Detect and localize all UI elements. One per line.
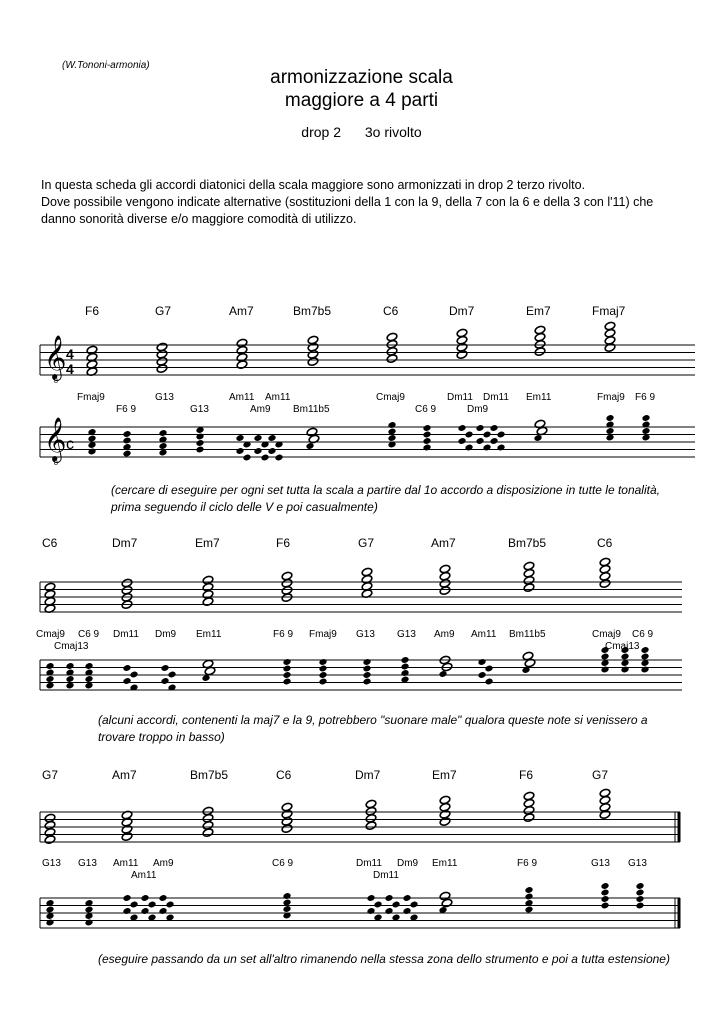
- chord-note: [362, 678, 371, 686]
- chord-note: [318, 678, 327, 686]
- alt-chord-label: Cmaj9: [376, 392, 405, 403]
- chord-note: [65, 675, 74, 683]
- chord-note: [122, 677, 131, 685]
- author-credit: (W.Tononi-armonia): [62, 60, 150, 71]
- chord-note: [422, 437, 431, 445]
- main-chord-label: Em7: [526, 304, 551, 318]
- chord-note: [235, 434, 244, 442]
- chord-note: [484, 678, 493, 686]
- alt-chord-label: Bm11b5: [293, 404, 330, 415]
- alt-chord-label: F6 9: [116, 404, 137, 415]
- chord-note: [158, 442, 167, 450]
- chord-note: [122, 907, 131, 915]
- main-chord-label: Em7: [195, 536, 220, 550]
- alt-chord-label: Dm11: [483, 392, 509, 403]
- chord-note: [366, 894, 375, 902]
- alt-chord-label: G13: [42, 858, 61, 869]
- chord-note: [84, 662, 93, 670]
- chord-note: [318, 671, 327, 679]
- alt-chord-label: Em11: [526, 392, 552, 403]
- main-chord-label: Dm7: [355, 768, 381, 782]
- chord-note: [635, 889, 644, 897]
- chord-note: [600, 882, 609, 890]
- chord-note: [600, 889, 609, 897]
- alt-chord-label: Dm11: [113, 629, 139, 640]
- chord-note: [281, 593, 293, 603]
- chord-note: [599, 810, 611, 820]
- treble-clef-icon: 𝄞: [44, 417, 67, 461]
- chord-note: [600, 895, 609, 903]
- intro-paragraph-2: Dove possibile vengono indicate alternative (sostituzioni della 1 con la 9, della 7 con la 6 e della 3 con l'11) che danno sonorità diverse e/o maggiore comodità di utilizzo.: [41, 195, 654, 226]
- alt-chord-label: Dm11: [356, 858, 382, 869]
- chord-note: [147, 901, 156, 909]
- chord-note: [524, 886, 533, 894]
- alt-chord-label: C6 9: [632, 629, 654, 640]
- alt-chord-label: G13: [78, 858, 97, 869]
- chord-note: [121, 832, 133, 842]
- chord-note: [84, 906, 93, 914]
- alt-chord-label: Dm11: [373, 870, 399, 881]
- chord-note: [484, 665, 493, 673]
- chord-note: [366, 907, 375, 915]
- main-chord-label: C6: [276, 768, 292, 782]
- chord-note: [640, 666, 649, 674]
- chord-note: [195, 439, 204, 447]
- chord-note: [387, 421, 396, 429]
- alt-chord-label: Fmaj9: [597, 392, 625, 403]
- chord-note: [635, 882, 644, 890]
- chord-note: [260, 454, 269, 462]
- chord-note: [373, 901, 382, 909]
- main-chord-label: Am7: [431, 536, 456, 550]
- chord-note: [489, 424, 498, 432]
- chord-note: [605, 427, 614, 435]
- chord-note: [282, 905, 291, 913]
- alt-chord-label: Cmaj9: [36, 629, 65, 640]
- chord-note: [384, 894, 393, 902]
- performance-note-3: (eseguire passando da un set all'altro rimanendo nella stessa zona dello strumento e poi a tutta estensione): [98, 952, 670, 966]
- treble-clef-icon: 𝄞: [44, 335, 67, 379]
- alt-chord-label: Am11: [229, 392, 255, 403]
- alt-chord-label: Am11: [471, 629, 497, 640]
- chord-note: [318, 658, 327, 666]
- chord-note: [253, 434, 262, 442]
- chord-note: [464, 431, 473, 439]
- chord-note: [496, 444, 505, 452]
- alt-chord-label: Cmaj9: [592, 629, 621, 640]
- octave-mark: 8: [54, 460, 58, 467]
- main-chord-label: F6: [276, 536, 291, 550]
- chord-note: [362, 658, 371, 666]
- chord-note: [641, 427, 650, 435]
- chord-note: [409, 901, 418, 909]
- chord-note: [635, 902, 644, 910]
- alt-chord-label: Am9: [250, 404, 271, 415]
- chord-note: [534, 347, 546, 357]
- chord-note: [267, 447, 276, 455]
- main-chord-label: F6: [519, 768, 534, 782]
- chord-note: [482, 431, 491, 439]
- alt-chord-label: G13: [190, 404, 209, 415]
- chord-note: [84, 675, 93, 683]
- chord-note: [523, 813, 535, 823]
- main-staff-3: [40, 812, 680, 842]
- main-chord-label: Dm7: [112, 536, 138, 550]
- alt-chord-label: G13: [397, 629, 416, 640]
- chord-note: [87, 448, 96, 456]
- chord-note: [158, 907, 167, 915]
- chord-note: [282, 665, 291, 673]
- main-chord-label: G7: [592, 768, 609, 782]
- chord-note: [87, 435, 96, 443]
- chord-note: [195, 446, 204, 454]
- alt-chord-label: G13: [356, 629, 375, 640]
- alt-chord-label: G13: [155, 392, 174, 403]
- main-chord-label: Am7: [112, 768, 137, 782]
- alt-chord-label: Fmaj9: [77, 392, 105, 403]
- main-chord-label: Am7: [229, 304, 254, 318]
- chord-note: [44, 835, 56, 845]
- main-staff-2: [40, 582, 682, 612]
- main-chord-label: Bm7b5: [293, 304, 332, 318]
- alt-chord-label: Dm9: [397, 858, 419, 869]
- chord-note: [600, 902, 609, 910]
- time-sig-denominator: 4: [66, 361, 74, 377]
- chord-note: [640, 653, 649, 661]
- chord-note: [122, 664, 131, 672]
- alt-chord-label: Am11: [113, 858, 139, 869]
- chord-note: [641, 414, 650, 422]
- chord-note: [457, 424, 466, 432]
- main-chord-label: C6: [597, 536, 613, 550]
- chord-note: [620, 653, 629, 661]
- chord-note: [167, 671, 176, 679]
- page-title-line1: armonizzazione scala: [270, 67, 453, 88]
- chord-note: [605, 414, 614, 422]
- chord-note: [600, 666, 609, 674]
- chord-note: [165, 901, 174, 909]
- chord-note: [422, 424, 431, 432]
- chord-note: [122, 430, 131, 438]
- alt-chord-label: Am9: [434, 629, 455, 640]
- chord-note: [422, 431, 431, 439]
- chord-note: [253, 447, 262, 455]
- chord-note: [600, 653, 609, 661]
- main-chord-label: Bm7b5: [508, 536, 547, 550]
- chord-note: [523, 583, 535, 593]
- chord-note: [362, 671, 371, 679]
- page-title-line2: maggiore a 4 parti: [284, 90, 439, 111]
- chord-note: [640, 646, 649, 654]
- chord-note: [282, 658, 291, 666]
- subtitle-inversion: 3o rivolto: [364, 124, 422, 140]
- chord-note: [318, 665, 327, 673]
- common-time-sign: c: [66, 436, 74, 453]
- chord-note: [160, 664, 169, 672]
- alt-chord-label: C6 9: [415, 404, 437, 415]
- chord-note: [365, 821, 377, 831]
- chord-note: [156, 364, 168, 374]
- alt-chord-label: C6 9: [78, 629, 100, 640]
- alt-chord-label: Em11: [196, 629, 222, 640]
- chord-note: [267, 434, 276, 442]
- chord-note: [482, 444, 491, 452]
- chord-note: [464, 444, 473, 452]
- chord-note: [195, 433, 204, 441]
- performance-note-2: (alcuni accordi, contenenti la maj7 e la 9, potrebbero "suonare male" qualora queste note si venissero a trovare troppo in basso): [98, 713, 648, 744]
- chord-note: [84, 919, 93, 927]
- main-chord-label: Em7: [432, 768, 457, 782]
- chord-note: [477, 658, 486, 666]
- alt-chord-label: Am9: [153, 858, 174, 869]
- alt-chord-label: F6 9: [517, 858, 538, 869]
- chord-note: [65, 662, 74, 670]
- main-chord-label: Dm7: [449, 304, 475, 318]
- chord-note: [282, 671, 291, 679]
- chord-note: [620, 666, 629, 674]
- alt-chord-label: F6 9: [273, 629, 294, 640]
- alt-chord-label: Cmaj13: [605, 641, 640, 652]
- alt-staff-1: [40, 427, 695, 457]
- main-chord-label: G7: [42, 768, 59, 782]
- main-staff-1: [40, 345, 695, 375]
- chord-note: [475, 424, 484, 432]
- alt-chord-label: Dm9: [467, 404, 489, 415]
- chord-note: [45, 662, 54, 670]
- subtitle-drop: drop 2: [301, 124, 341, 140]
- chord-note: [400, 656, 409, 664]
- chord-note: [45, 906, 54, 914]
- chord-note: [202, 828, 214, 838]
- chord-note: [140, 894, 149, 902]
- chord-note: [140, 907, 149, 915]
- chord-note: [307, 357, 319, 367]
- chord-note: [400, 663, 409, 671]
- main-chord-label: G7: [155, 304, 172, 318]
- intro-paragraph-1: In questa scheda gli accordi diatonici della scala maggiore sono armonizzati in drop 2 terzo rivolto.: [41, 178, 586, 192]
- chord-note: [129, 671, 138, 679]
- alt-chord-label: Am11: [265, 392, 291, 403]
- alt-chord-label: Em11: [432, 858, 458, 869]
- alt-chord-label: Dm9: [155, 629, 177, 640]
- alt-chord-label: C6 9: [272, 858, 294, 869]
- alt-chord-label: Fmaj9: [309, 629, 337, 640]
- chord-note: [475, 437, 484, 445]
- chord-note: [599, 579, 611, 589]
- chord-note: [422, 444, 431, 452]
- chord-note: [457, 437, 466, 445]
- chord-note: [45, 675, 54, 683]
- chord-note: [158, 429, 167, 437]
- chord-note: [386, 354, 398, 364]
- chord-note: [496, 431, 505, 439]
- chord-note: [122, 894, 131, 902]
- chord-note: [235, 447, 244, 455]
- time-sig-numerator: 4: [66, 346, 74, 362]
- main-chord-label: C6: [383, 304, 399, 318]
- chord-note: [160, 677, 169, 685]
- main-chord-label: Bm7b5: [190, 768, 229, 782]
- chord-note: [439, 586, 451, 596]
- chord-note: [456, 350, 468, 360]
- alt-chord-label: Dm11: [447, 392, 473, 403]
- alt-chord-label: G13: [628, 858, 647, 869]
- alt-chord-label: F6 9: [635, 392, 656, 403]
- chord-note: [402, 907, 411, 915]
- chord-note: [158, 894, 167, 902]
- alt-chord-label: Am11: [131, 870, 157, 881]
- chord-note: [362, 665, 371, 673]
- chord-note: [400, 669, 409, 677]
- chord-note: [122, 437, 131, 445]
- chord-note: [242, 454, 251, 462]
- main-chord-label: C6: [42, 536, 58, 550]
- chord-note: [439, 817, 451, 827]
- chord-note: [387, 434, 396, 442]
- chord-note: [391, 901, 400, 909]
- chord-note: [281, 824, 293, 834]
- chord-note: [524, 906, 533, 914]
- octave-mark: 8: [54, 378, 58, 385]
- main-chord-label: F6: [85, 304, 100, 318]
- alt-chord-label: G13: [591, 858, 610, 869]
- chord-note: [274, 454, 283, 462]
- chord-note: [122, 450, 131, 458]
- chord-note: [524, 893, 533, 901]
- chord-note: [477, 671, 486, 679]
- chord-note: [604, 343, 616, 353]
- performance-note-1: (cercare di eseguire per ogni set tutta la scala a partire dal 1o accordo a disposizione in tutte le tonalità, prima seguendo il ciclo delle V e poi casualmente): [111, 483, 660, 514]
- alt-chord-label: Cmaj13: [54, 641, 89, 652]
- chord-note: [45, 919, 54, 927]
- chord-note: [402, 894, 411, 902]
- main-chord-label: Fmaj7: [592, 304, 626, 318]
- chord-note: [282, 678, 291, 686]
- chord-note: [282, 892, 291, 900]
- chord-note: [489, 437, 498, 445]
- main-chord-label: G7: [358, 536, 375, 550]
- chord-note: [384, 907, 393, 915]
- chord-note: [129, 901, 138, 909]
- chord-note: [635, 895, 644, 903]
- alt-chord-label: Bm11b5: [509, 629, 546, 640]
